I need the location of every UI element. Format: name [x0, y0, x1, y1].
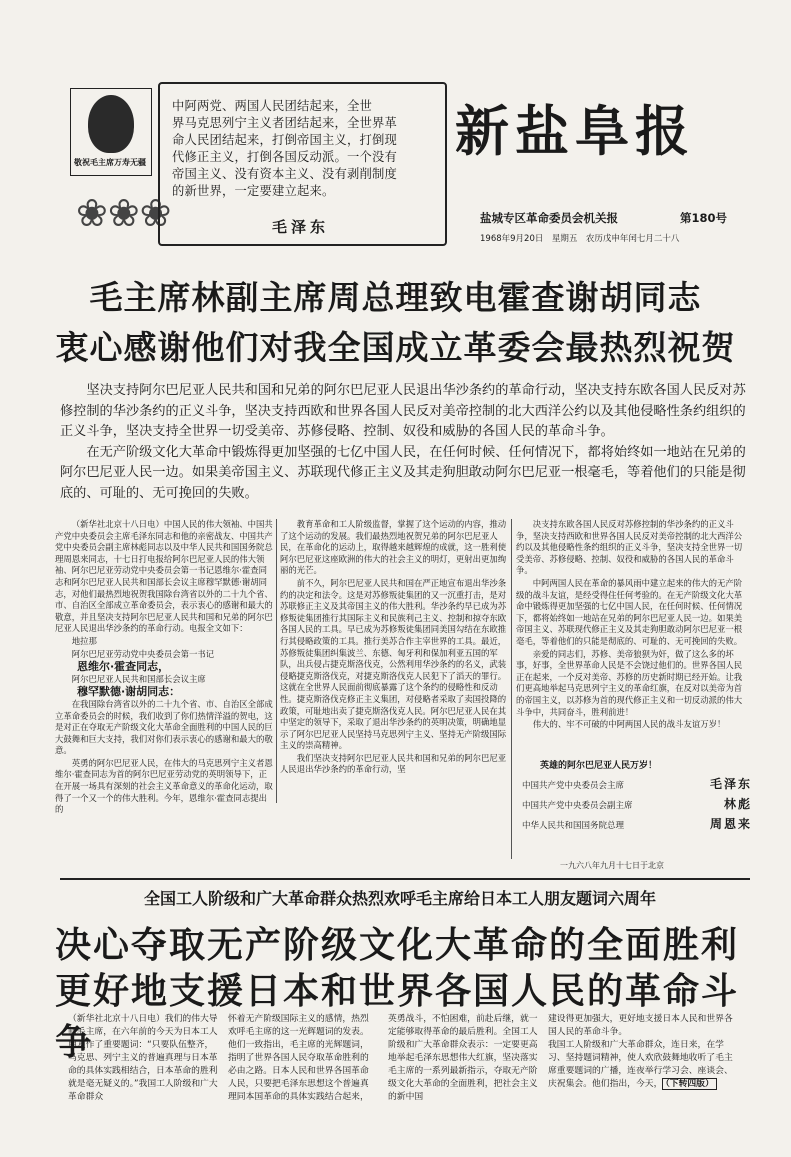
second-headline-line-1: 决心夺取无产阶级文化大革命的全面胜利 — [55, 925, 740, 966]
article-paragraph: （新华社北京十八日电）我们的伟大导师毛主席，在六年前的今天为日本工人朋友作了重要题词：“只要队伍整齐，马克思、列宁主义的普遍真理与日本革命的具体实践相结合，日本革命的胜利就是毫无疑义的。”我国工人阶级和广大革命群众 — [68, 1014, 218, 1102]
signer-row — [522, 795, 752, 812]
article-paragraph: 伟大的、牢不可破的中阿两国人民的战斗友谊万岁！ — [532, 719, 726, 730]
signer-name: 毛泽东 — [709, 777, 752, 791]
article-paragraph: 怀着无产阶级国际主义的感情，热烈欢呼毛主席的这一光辉题词的发表。他们一致指出，毛主席的光辉题词，指明了世界各国人民夺取革命胜利的必由之路。日本人民和世界各国革命人民，只要把毛泽东思想这个普遍真理同本国革命的具体实践结合起来， — [228, 1014, 369, 1102]
quote-line: 代修正主义，打倒各国反动派。一个没有 — [172, 150, 397, 164]
second-story-column-4 — [548, 1013, 738, 1123]
second-story-column-3 — [388, 1013, 538, 1123]
quote-line: 界马克思列宁主义者团结起来，全世界革 — [172, 116, 397, 130]
signer-title: 中华人民共和国国务院总理 — [522, 821, 625, 831]
portrait-caption: 敬祝毛主席万寿无疆 — [74, 158, 146, 167]
article-text: 我国工人阶级和广大革命群众，连日来，在学习、坚持题词精神，使人欢欣鼓舞地收听了毛主席重要题词的广播，连夜举行学习会、座谈会、庆祝集会。他们指出，今天， — [548, 1040, 733, 1089]
article-paragraph: 英勇战斗，不怕困难，前赴后继，就一定能够取得革命的最后胜利。全国工人阶级和广大革命群众表示：一定要更高地举起毛泽东思想伟大红旗，坚决落实毛主席的一系列最新指示，夺取无产阶级文化大革命的全面胜利，把社会主义的新中国 — [388, 1014, 538, 1102]
addressee-name: 穆罕默德·谢胡同志： — [77, 685, 181, 699]
article-paragraph: 英勇的阿尔巴尼亚人民，在伟大的马克思列宁主义者恩维尔·霍查同志为首的阿尔巴尼亚劳动党的英明领导下，正在开展一场具有深刻的社会主义革命意义的革命化运动，取得了一个又一个的伟大胜利。今年，恩维尔·霍查同志提出的 — [55, 757, 273, 815]
continued-on-page-4: （下转四版） — [662, 1078, 716, 1090]
signature-block — [522, 758, 752, 835]
article-paragraph: 我们坚决支持阿尔巴尼亚人民共和国和兄弟的阿尔巴尼亚人民退出华沙条约的革命行动，坚 — [280, 752, 507, 775]
second-story-kicker: 全国工人阶级和广大革命群众热烈欢呼毛主席给日本工人朋友题词六周年 — [143, 889, 656, 908]
article-column-1 — [55, 519, 273, 815]
newspaper-title: 新盐阜报 — [455, 100, 695, 163]
signer-title: 中国共产党中央委员会副主席 — [522, 801, 633, 811]
mao-quote — [172, 98, 437, 200]
article-paragraph: 前不久，阿尔巴尼亚人民共和国在严正地宣布退出华沙条约的决定和法令。这是对苏修叛徒集团的又一沉重打击，是对苏联修正主义及其帝国主义的伟大胜利。华沙条约早已成为苏修叛徒集团推行其国际主义和民族利己主义、控制和掠夺东欧各国人民的工具。早已成为苏修叛徒集团同美国勾结在东欧推行其侵略政策的工具。推行美苏合作主宰世界的工具。最近，苏修叛徒集团纠集波兰、东德、匈牙利和保加利亚五国的军队，出兵侵占捷克斯洛伐克，公然利用华沙条约的名义，武装侵略捷克斯洛伐克，对捷克斯洛伐克人民犯下了滔天的罪行。这就在全世界人民面前彻底暴露了这个条约的侵略性和反动性。捷克斯洛伐克修正主义集团，对侵略者采取了卖国投降的政策，可耻地出卖了捷克斯洛伐克人民。阿尔巴尼亚人民在其中坚定的领导下，采取了退出华沙条约的英明决策，明确地显示了阿尔巴尼亚人民坚持马克思列宁主义、坚持无产阶级国际主义的崇高精神。 — [280, 577, 507, 751]
section-divider — [60, 878, 750, 880]
addressee-name: 恩维尔·霍查同志， — [77, 660, 170, 674]
column-divider — [276, 519, 277, 803]
article-paragraph: 建设得更加强大，更好地支援日本人民和世界各国人民的革命斗争。 — [548, 1014, 733, 1037]
signer-name: 周恩来 — [709, 817, 752, 831]
article-paragraph: 在我国除台湾省以外的二十九个省、市、自治区全部成立革命委员会的时候，我们收到了你们热情洋溢的贺电，这是对正在夺取无产阶级文化大革命全面胜利的中国人民的巨大鼓舞和巨大支持，我们对你们表示衷心的感谢和最大的敬意。 — [55, 698, 273, 756]
quote-line: 帝国主义、没有资本主义、没有剥削制度 — [172, 167, 397, 181]
quote-line: 命人民团结起来，打倒帝国主义，打倒现 — [172, 133, 397, 147]
signature-date: 一九六八年九月十七日于北京 — [560, 861, 664, 870]
quote-line: 的新世界，一定要建立起来。 — [172, 184, 335, 198]
quote-author: 毛泽东 — [272, 218, 330, 236]
addressee-title: 阿尔巴尼亚人民共和国部长会议主席 — [71, 673, 206, 684]
lead-paragraph: 在无产阶级文化大革命中锻炼得更加坚强的七亿中国人民，在任何时候、任何情况下，都将始终如一地站在兄弟的阿尔巴尼亚人民一边。如果美帝国主义、苏联现代修正主义及其走狗胆敢动阿尔巴尼亚一根毫毛，等着他们的只能是彻底的、可耻的、无可挽回的失败。 — [60, 444, 746, 501]
signer-title: 中国共产党中央委员会主席 — [522, 781, 625, 791]
article-paragraph: （新华社北京十八日电）中国人民的伟大领袖、中国共产党中央委员会主席毛泽东同志和他的亲密战友、中国共产党中央委员会副主席林彪同志以及中华人民共和国国务院总理周恩来同志，十七日打电报给阿尔巴尼亚人民的伟大领袖、阿尔巴尼亚劳动党中央委员会第一书记恩维尔·霍查同志和阿尔巴尼亚人民共和国部长会议主席穆罕默德·谢胡同志，对他们最热烈地祝贺我国除台湾省以外的二十九个省、市、自治区全部成立革命委员会，表示衷心的感谢和最大的敬意，并且坚决支持阿尔巴尼亚人民共和国和兄弟的阿尔巴尼亚人民退出华沙条约的革命行动。电报全文如下： — [55, 519, 273, 634]
article-paragraph: 决支持东欧各国人民反对苏修控制的华沙条约的正义斗争，坚决支持西欧和世界各国人民反对美帝控制的北大西洋公约以及其他侵略性条约组织的正义斗争，坚决支持全世界一切受美帝、苏修侵略、控制、奴役和威胁的各国人民的革命斗争。 — [516, 519, 743, 576]
second-story-column-2 — [228, 1013, 376, 1123]
article-paragraph: 教育革命和工人阶级监督，掌握了这个运动的内容，推动了这个运动的发展。我们最热烈地祝贺兄弟的阿尔巴尼亚人民，在革命化的运动上，取得越来越辉煌的成就，这一胜利使阿尔巴尼亚这座欧洲的伟大的社会主义的明灯，更射出更加绚丽的光芒。 — [280, 519, 507, 576]
article-column-2 — [280, 519, 508, 803]
article-line: 地拉那 — [71, 635, 97, 646]
lead-paragraphs — [60, 381, 750, 504]
article-column-3 — [516, 519, 748, 730]
article-paragraph — [548, 1039, 738, 1091]
article-paragraph: 亲爱的同志们，苏修、美帝狼狈为奸，做了这么多的坏事，好事，全世界革命人民是不会饶过他们的。世界各国人民正在起来，一个反对美帝、苏修的历史新时期已经开始。让我们更高地举起马克思列宁主义的革命红旗，在反对以美帝为首的帝国主义，以苏修为首的现代修正主义和一切反动派的伟大斗争中，共同奋斗，胜利前进！ — [516, 648, 743, 717]
publisher: 盐城专区革命委员会机关报 — [480, 211, 618, 225]
lead-paragraph: 坚决支持阿尔巴尼亚人民共和国和兄弟的阿尔巴尼亚人民退出华沙条约的革命行动，坚决支持东欧各国人民反对苏修控制的华沙条约的正义斗争，坚决支持西欧和世界各国人民反对美帝控制的北大西洋公约以及其他侵略性条约组织的正义斗争，坚决支持全世界一切受美帝、苏修侵略、控制、奴役和威胁的各国人民的革命斗争。 — [60, 383, 746, 439]
issue-number: 第180号 — [680, 211, 728, 225]
quote-line: 中阿两党、两国人民团结起来，全世 — [172, 99, 372, 113]
closing-slogan: 英雄的阿尔巴尼亚人民万岁！ — [540, 761, 658, 771]
second-story-column-1 — [68, 1013, 218, 1123]
signer-row — [522, 775, 752, 792]
article-paragraph: 中阿两国人民在革命的暴风雨中建立起来的伟大的无产阶级的战斗友谊，是经受得住任何考验的。在无产阶级文化大革命中锻炼得更加坚强的七亿中国人民，在任何时候、任何情况下，都将始终如一地站在兄弟的阿尔巴尼亚人民一边。如果美帝国主义、苏联现代修正主义及其走狗胆敢动阿尔巴尼亚一根毫毛，等着他们的只能是彻底的、可耻的、无可挽回的失败。 — [516, 577, 743, 646]
signer-name: 林彪 — [723, 797, 752, 811]
main-headline-line-1: 毛主席林副主席周总理致电霍查谢胡同志 — [89, 278, 702, 317]
portrait-silhouette — [88, 95, 134, 153]
column-divider — [511, 519, 512, 859]
sunflower-emblem-icon: ❀❀❀ — [76, 191, 172, 235]
main-headline-line-2: 衷心感谢他们对我全国成立革委会最热烈祝贺 — [55, 328, 736, 367]
article-line: 阿尔巴尼亚劳动党中央委员会第一书记 — [71, 648, 215, 659]
date-line: 1968年9月20日 星期五 农历戊申年闰七月二十八 — [480, 234, 680, 244]
second-headline-line-2: 更好地支援日本和世界各国人民的革命斗争 — [55, 971, 740, 1063]
signer-row — [522, 815, 752, 832]
